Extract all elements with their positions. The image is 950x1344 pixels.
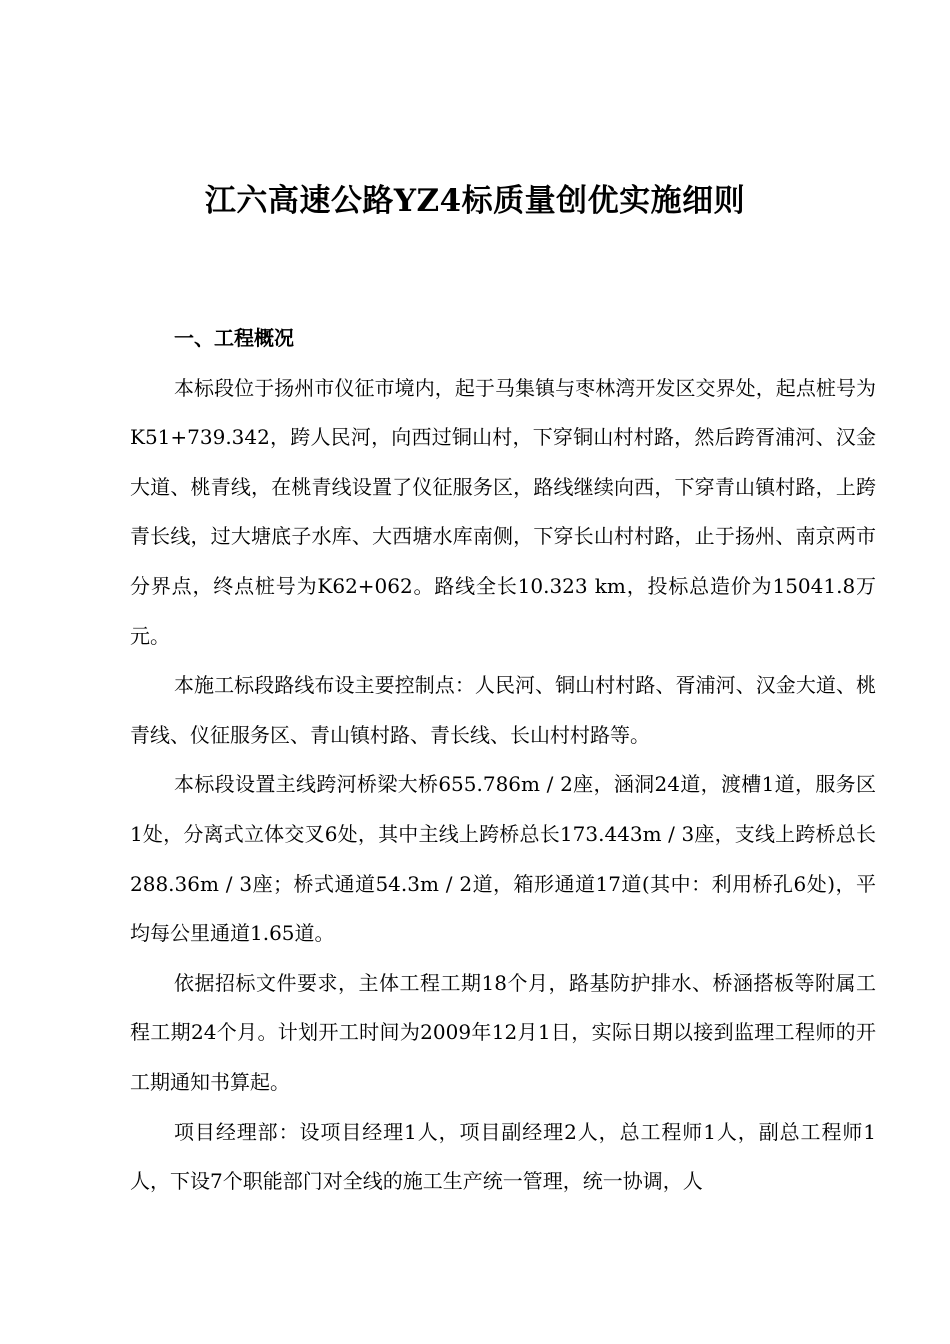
document-body: [130, 314, 876, 1207]
section-heading: 一、工程概况: [174, 326, 294, 350]
paragraph-schedule: 依据招标文件要求，主体工程工期18个月，路基防护排水、桥涵搭板等附属工程工期24个月。计划开工时间为2009年12月1日，实际日期以接到监理工程师的开工期通知书算起。: [130, 970, 876, 1094]
paragraph-control-points: 本施工标段路线布设主要控制点：人民河、铜山村村路、胥浦河、汉金大道、桃青线、仪征服务区、青山镇村路、青长线、长山村村路等。: [130, 673, 876, 747]
document-title: 江六高速公路YZ4标质量创优实施细则: [204, 182, 746, 219]
paragraph-structures: 本标段设置主线跨河桥梁大桥655.786m / 2座，涵洞24道，渡槽1道，服务区1处，分离式立体交叉6处，其中主线上跨桥总长173.443m / 3座，支线上跨桥总长288.36m / 3座；桥式通道54.3m / 2道，箱形通道17道(其中：利用桥孔6处)，平均每公里通道1.65道。: [130, 772, 876, 946]
paragraph-location: 本标段位于扬州市仪征市境内，起于马集镇与枣林湾开发区交界处，起点桩号为K51+739.342，跨人民河，向西过铜山村，下穿铜山村村路，然后跨胥浦河、汉金大道、桃青线，在桃青线设置了仪征服务区，路线继续向西，下穿青山镇村路，上跨青长线，过大塘底子水库、大西塘水库南侧，下穿长山村村路，止于扬州、南京两市分界点，终点桩号为K62+062。路线全长10.323 km，投标总造价为15041.8万元。: [130, 375, 876, 648]
paragraph-project-department: 项目经理部：设项目经理1人，项目副经理2人，总工程师1人，副总工程师1人，下设7个职能部门对全线的施工生产统一管理，统一协调，人: [130, 1119, 876, 1194]
